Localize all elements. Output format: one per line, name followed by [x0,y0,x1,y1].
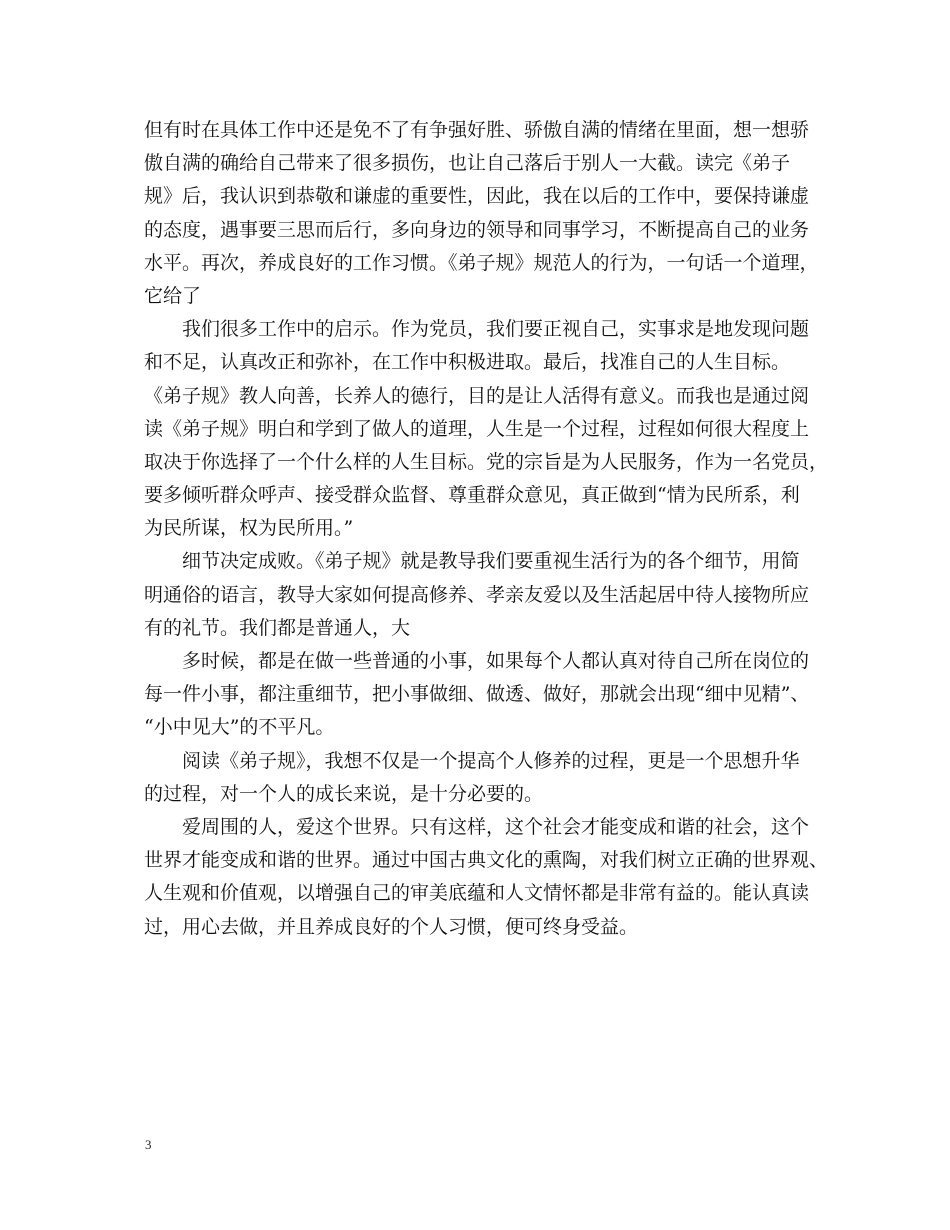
text-line: 取决于你选择了一个什么样的人生目标。党的宗旨是为人民服务，作为一名党员， [144,450,829,473]
text-line: 的态度，遇事要三思而后行，多向身边的领导和同事学习，不断提高自己的业务 [144,218,810,241]
text-line: 的过程，对一个人的成长来说，是十分必要的。 [144,782,544,805]
text-line: 有的礼节。我们都是普通人，大 [144,616,411,639]
document-body [144,114,829,944]
text-line: 阅读《弟子规》，我想不仅是一个提高个人修养的过程，更是一个思想升华 [144,749,800,772]
text-line: 读《弟子规》明白和学到了做人的道理，人生是一个过程，过程如何很大程度上 [144,417,810,440]
text-line: “小中见大”的不平凡。 [144,716,335,739]
text-line: 细节决定成败。《弟子规》就是教导我们要重视生活行为的各个细节，用简 [144,550,800,573]
text-line: 和不足，认真改正和弥补，在工作中积极进取。最后，找准自己的人生目标。 [144,351,791,374]
text-line: 过，用心去做，并且养成良好的个人习惯，便可终身受益。 [144,915,639,938]
page-number: 3 [145,1137,152,1152]
text-line: 每一件小事，都注重细节，把小事做细、做透、做好，那就会出现“细中见精”、 [144,683,810,706]
text-line: 多时候，都是在做一些普通的小事，如果每个人都认真对待自己所在岗位的 [144,650,810,672]
text-line: 人生观和价值观，以增强自己的审美底蕴和人文情怀都是非常有益的。能认真读 [144,882,810,905]
text-line: 水平。再次，养成良好的工作习惯。《弟子规》规范人的行为，一句话一个道理， [144,251,819,274]
text-line: 为民所谋，权为民所用。” [144,517,354,540]
text-line: 明通俗的语言，教导大家如何提高修养、孝亲友爱以及生活起居中待人接物所应 [144,583,810,606]
text-line: 它给了 [144,284,202,307]
text-line: 规》后，我认识到恭敬和谦虚的重要性，因此，我在以后的工作中，要保持谦虚 [144,185,810,208]
text-line: 《弟子规》教人向善，长养人的德行，目的是让人活得有意义。而我也是通过阅 [144,384,810,407]
text-line: 但有时在具体工作中还是免不了有争强好胜、骄傲自满的情绪在里面，想一想骄 [144,119,810,141]
text-line: 我们很多工作中的启示。作为党员，我们要正视自己，实事求是地发现问题 [144,318,810,341]
text-line: 爱周围的人，爱这个世界。只有这样，这个社会才能变成和谐的社会，这个 [144,815,810,838]
text-line: 傲自满的确给自己带来了很多损伤，也让自己落后于别人一大截。读完《弟子 [144,152,791,175]
text-line: 世界才能变成和谐的世界。通过中国古典文化的熏陶，对我们树立正确的世界观、 [144,849,829,872]
text-line: 要多倾听群众呼声、接受群众监督、尊重群众意见，真正做到“情为民所系，利 [144,484,800,507]
